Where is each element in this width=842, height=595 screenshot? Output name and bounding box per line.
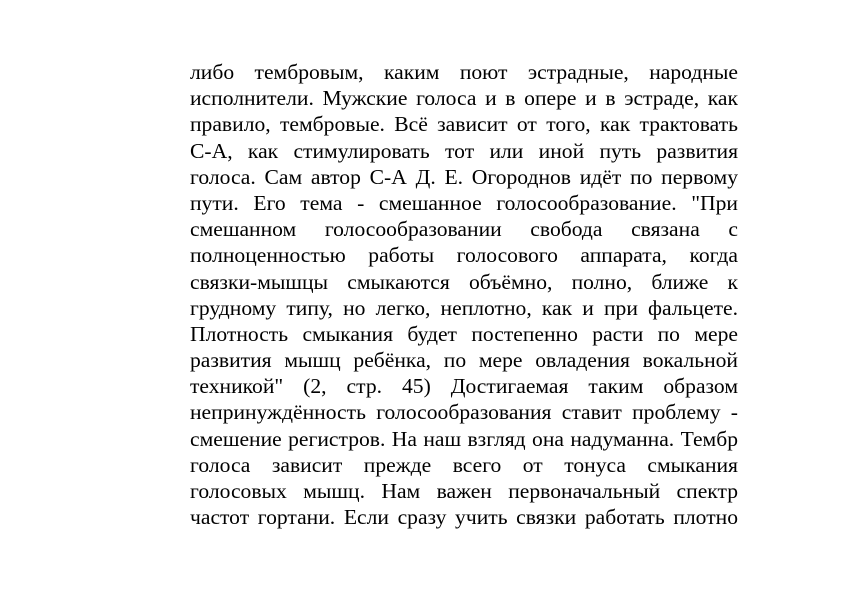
text-line: голосовых мышц. Нам важен первоначальный спектр <box>190 479 738 503</box>
text-line: голоса зависит прежде всего от тонуса смыкания <box>190 452 738 477</box>
text-line: смешение регистров. На наш взгляд она надуманна. Тембр <box>190 426 738 451</box>
text-line: связки-мышцы смыкаются объёмно, полно, ближе к <box>190 269 738 294</box>
body-text <box>190 59 738 530</box>
text-line: техникой" (2, стр. 45) Достигаемая таким образом <box>190 374 738 399</box>
text-line: исполнители. Мужские голоса и в опере и в эстраде, как <box>190 86 738 111</box>
text-line: Плотность смыкания будет постепенно расти по мере <box>190 321 738 346</box>
text-line: грудному типу, но легко, неплотно, как и при фальцете. <box>190 295 738 320</box>
text-line: голоса. Сам автор С-А Д. Е. Огороднов идёт по первому <box>190 164 738 189</box>
text-line: правило, тембровые. Всё зависит от того, как трактовать <box>190 112 738 137</box>
text-line: пути. Его тема - смешанное голосообразование. "При <box>190 190 738 215</box>
text-line: полноценностью работы голосового аппарата, когда <box>190 243 738 268</box>
text-line: смешанном голосообразовании свобода связана с <box>190 217 738 242</box>
text-line: С-А, как стимулировать тот или иной путь развития <box>190 138 738 163</box>
text-line: либо тембровым, каким поют эстрадные, народные <box>190 60 738 84</box>
text-line: непринуждённость голосообразования ставит проблему - <box>190 400 738 425</box>
text-line: развития мышц ребёнка, по мере овладения вокальной <box>190 348 738 373</box>
text-line: частот гортани. Если сразу учить связки работать плотно <box>190 505 738 530</box>
